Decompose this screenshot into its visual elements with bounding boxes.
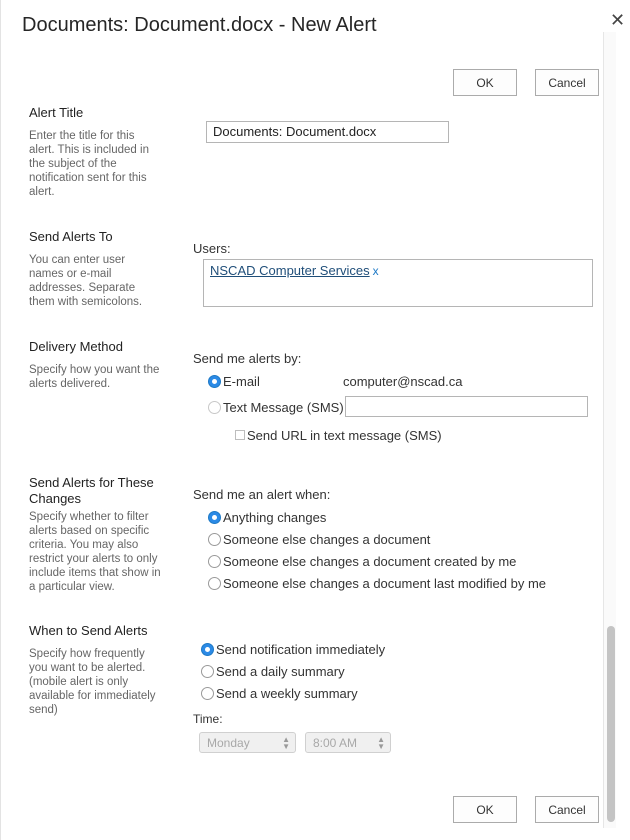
email-address: computer@nscad.ca — [343, 374, 463, 389]
when-heading: When to Send Alerts — [29, 623, 148, 638]
frequency-radio-0[interactable] — [201, 643, 214, 656]
dialog-title: Documents: Document.docx - New Alert — [22, 14, 377, 36]
time-select-value: 8:00 AM — [313, 736, 358, 750]
changes-description: Specify whether to filter alerts based on specific criteria. You may also restrict your alerts to only include items that show in a particular view. — [29, 511, 161, 593]
delivery-method-description: Specify how you want the alerts delivered. — [29, 364, 160, 390]
alert-title-description: Enter the title for this alert. This is included in the subject of the notification sent for this alert. — [29, 130, 149, 198]
send-url-label: Send URL in text message (SMS) — [247, 428, 442, 443]
frequency-label-1: Send a daily summary — [216, 664, 345, 679]
day-select-value: Monday — [207, 736, 250, 750]
change-option-radio-2[interactable] — [208, 555, 221, 568]
sms-label: Text Message (SMS) — [223, 400, 344, 415]
alert-when-label: Send me an alert when: — [193, 487, 331, 502]
remove-user-icon[interactable]: x — [372, 264, 379, 278]
send-alerts-to-heading: Send Alerts To — [29, 229, 113, 244]
change-option-label-3: Someone else changes a document last modified by me — [223, 576, 547, 591]
select-arrows-icon: ▲ ▼ — [377, 735, 385, 751]
send-by-label: Send me alerts by: — [193, 351, 302, 366]
email-radio[interactable] — [208, 375, 221, 388]
sms-number-input[interactable] — [345, 396, 588, 417]
close-icon[interactable]: ✕ — [610, 10, 626, 30]
change-option-radio-0[interactable] — [208, 511, 221, 524]
change-option-label-1: Someone else changes a document — [223, 532, 431, 547]
changes-heading: Send Alerts for These Changes — [29, 475, 154, 506]
time-select[interactable] — [305, 732, 391, 753]
alert-title-heading: Alert Title — [29, 105, 84, 120]
frequency-label-0: Send notification immediately — [216, 642, 386, 657]
change-option-label-2: Someone else changes a document created by me — [223, 554, 517, 569]
change-option-radio-3[interactable] — [208, 577, 221, 590]
alert-title-input[interactable]: Documents: Document.docx — [206, 121, 449, 143]
cancel-button-bottom[interactable]: Cancel — [535, 796, 599, 823]
ok-button-top[interactable]: OK — [453, 69, 517, 96]
frequency-radio-2[interactable] — [201, 687, 214, 700]
email-label: E-mail — [223, 374, 260, 389]
cancel-button-top[interactable]: Cancel — [535, 69, 599, 96]
send-url-checkbox[interactable] — [235, 430, 245, 440]
frequency-radio-1[interactable] — [201, 665, 214, 678]
time-label: Time: — [193, 712, 223, 726]
select-arrows-icon: ▲ ▼ — [282, 735, 290, 751]
change-option-radio-1[interactable] — [208, 533, 221, 546]
delivery-method-heading: Delivery Method — [29, 339, 123, 354]
when-description: Specify how frequently you want to be alerted. (mobile alert is only available for immediately send) — [29, 648, 156, 716]
user-entity-link[interactable]: NSCAD Computer Services — [210, 263, 370, 278]
send-alerts-to-description: You can enter user names or e-mail addresses. Separate them with semicolons. — [29, 254, 143, 308]
sms-radio[interactable] — [208, 401, 221, 414]
frequency-label-2: Send a weekly summary — [216, 686, 358, 701]
day-select[interactable] — [199, 732, 296, 753]
users-label: Users: — [193, 241, 231, 256]
change-option-label-0: Anything changes — [223, 510, 327, 525]
users-field[interactable] — [203, 259, 593, 307]
ok-button-bottom[interactable]: OK — [453, 796, 517, 823]
scrollbar-thumb[interactable] — [607, 626, 615, 822]
